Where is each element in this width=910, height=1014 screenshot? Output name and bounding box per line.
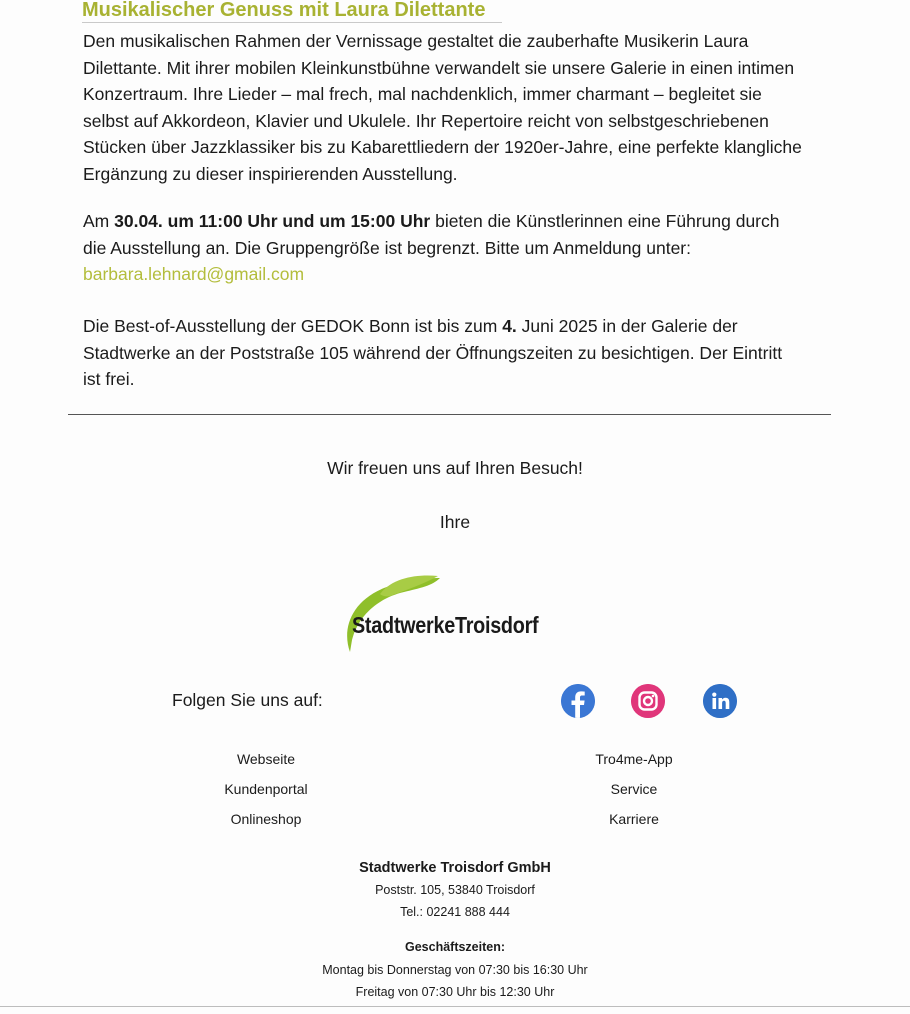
closing-ihre: Ihre [439,512,471,532]
registration-email-link[interactable]: barbara.lehnard@gmail.com [83,264,305,284]
facebook-icon[interactable] [561,684,595,718]
tour-prefix: Am [83,211,115,231]
link-onlineshop[interactable]: Onlineshop [230,811,302,827]
exhibition-date: 4. [502,316,517,336]
exhibition-prefix: Die Best-of-Ausstellung der GEDOK Bonn ist bis zum [83,316,503,336]
link-kundenportal[interactable]: Kundenportal [224,781,308,797]
link-tro4me-app[interactable]: Tro4me-App [595,751,673,767]
footer-links-right [564,751,704,841]
tour-time: um 11:00 Uhr und um 15:00 Uhr [162,211,431,231]
stadtwerke-logo-text: StadtwerkeTroisdorf [352,612,539,638]
footer-hours-title: Geschäftszeiten: [404,940,506,954]
closing-thanks: Wir freuen uns auf Ihren Besuch! [327,458,583,478]
follow-label: Folgen Sie uns auf: [172,690,323,710]
link-karriere[interactable]: Karriere [609,811,659,827]
footer-hours-friday: Freitag von 07:30 Uhr bis 12:30 Uhr [355,985,555,999]
section-heading: Musikalischer Genuss mit Laura Dilettante [82,0,486,21]
heading-underline [82,22,502,23]
tour-date: 30.04. [114,211,163,231]
exhibition-paragraph [83,313,803,393]
section-divider [68,414,831,415]
link-webseite[interactable]: Webseite [236,751,296,767]
tour-text: bieten die Künstlerinnen eine Führung durch die Ausstellung an. Die Gruppengröße ist begrenzt. Bitte um Anmeldung unter: [83,211,780,258]
footer-hours-weekdays: Montag bis Donnerstag von 07:30 bis 16:30 Uhr [322,963,588,977]
link-service[interactable]: Service [610,781,658,797]
footer-links-left [196,751,336,841]
linkedin-icon[interactable] [703,684,737,718]
exhibition-text: Juni 2025 in der Galerie der Stadtwerke an der Poststraße 105 während der Öffnungszeiten zu besichtigen. Der Eintritt ist frei. [83,316,783,389]
footer-address: Poststr. 105, 53840 Troisdorf [375,883,535,897]
music-paragraph: Den musikalischen Rahmen der Vernissage gestaltet die zauberhafte Musikerin Laura Dilettante. Mit ihrer mobilen Kleinkunstbühne verwandelt sie unsere Galerie in einen intimen Konzertraum. Ihre Lieder – mal frech, mal nachdenklich, immer charmant – begleitet sie selbst auf Akkordeon, Klavier und Ukulele. Ihr Repertoire reicht von selbstgeschriebenen Stücken über Jazzklassiker bis zu Kabarettliedern der 1920er-Jahre, eine perfekte klangliche Ergänzung zu dieser inspirierenden Ausstellung. [83,31,802,184]
tour-paragraph [83,208,803,288]
footer-phone: Tel.: 02241 888 444 [400,905,510,919]
footer-company-name: Stadtwerke Troisdorf GmbH [359,860,551,876]
instagram-icon[interactable] [631,684,665,718]
bottom-divider [0,1006,910,1007]
